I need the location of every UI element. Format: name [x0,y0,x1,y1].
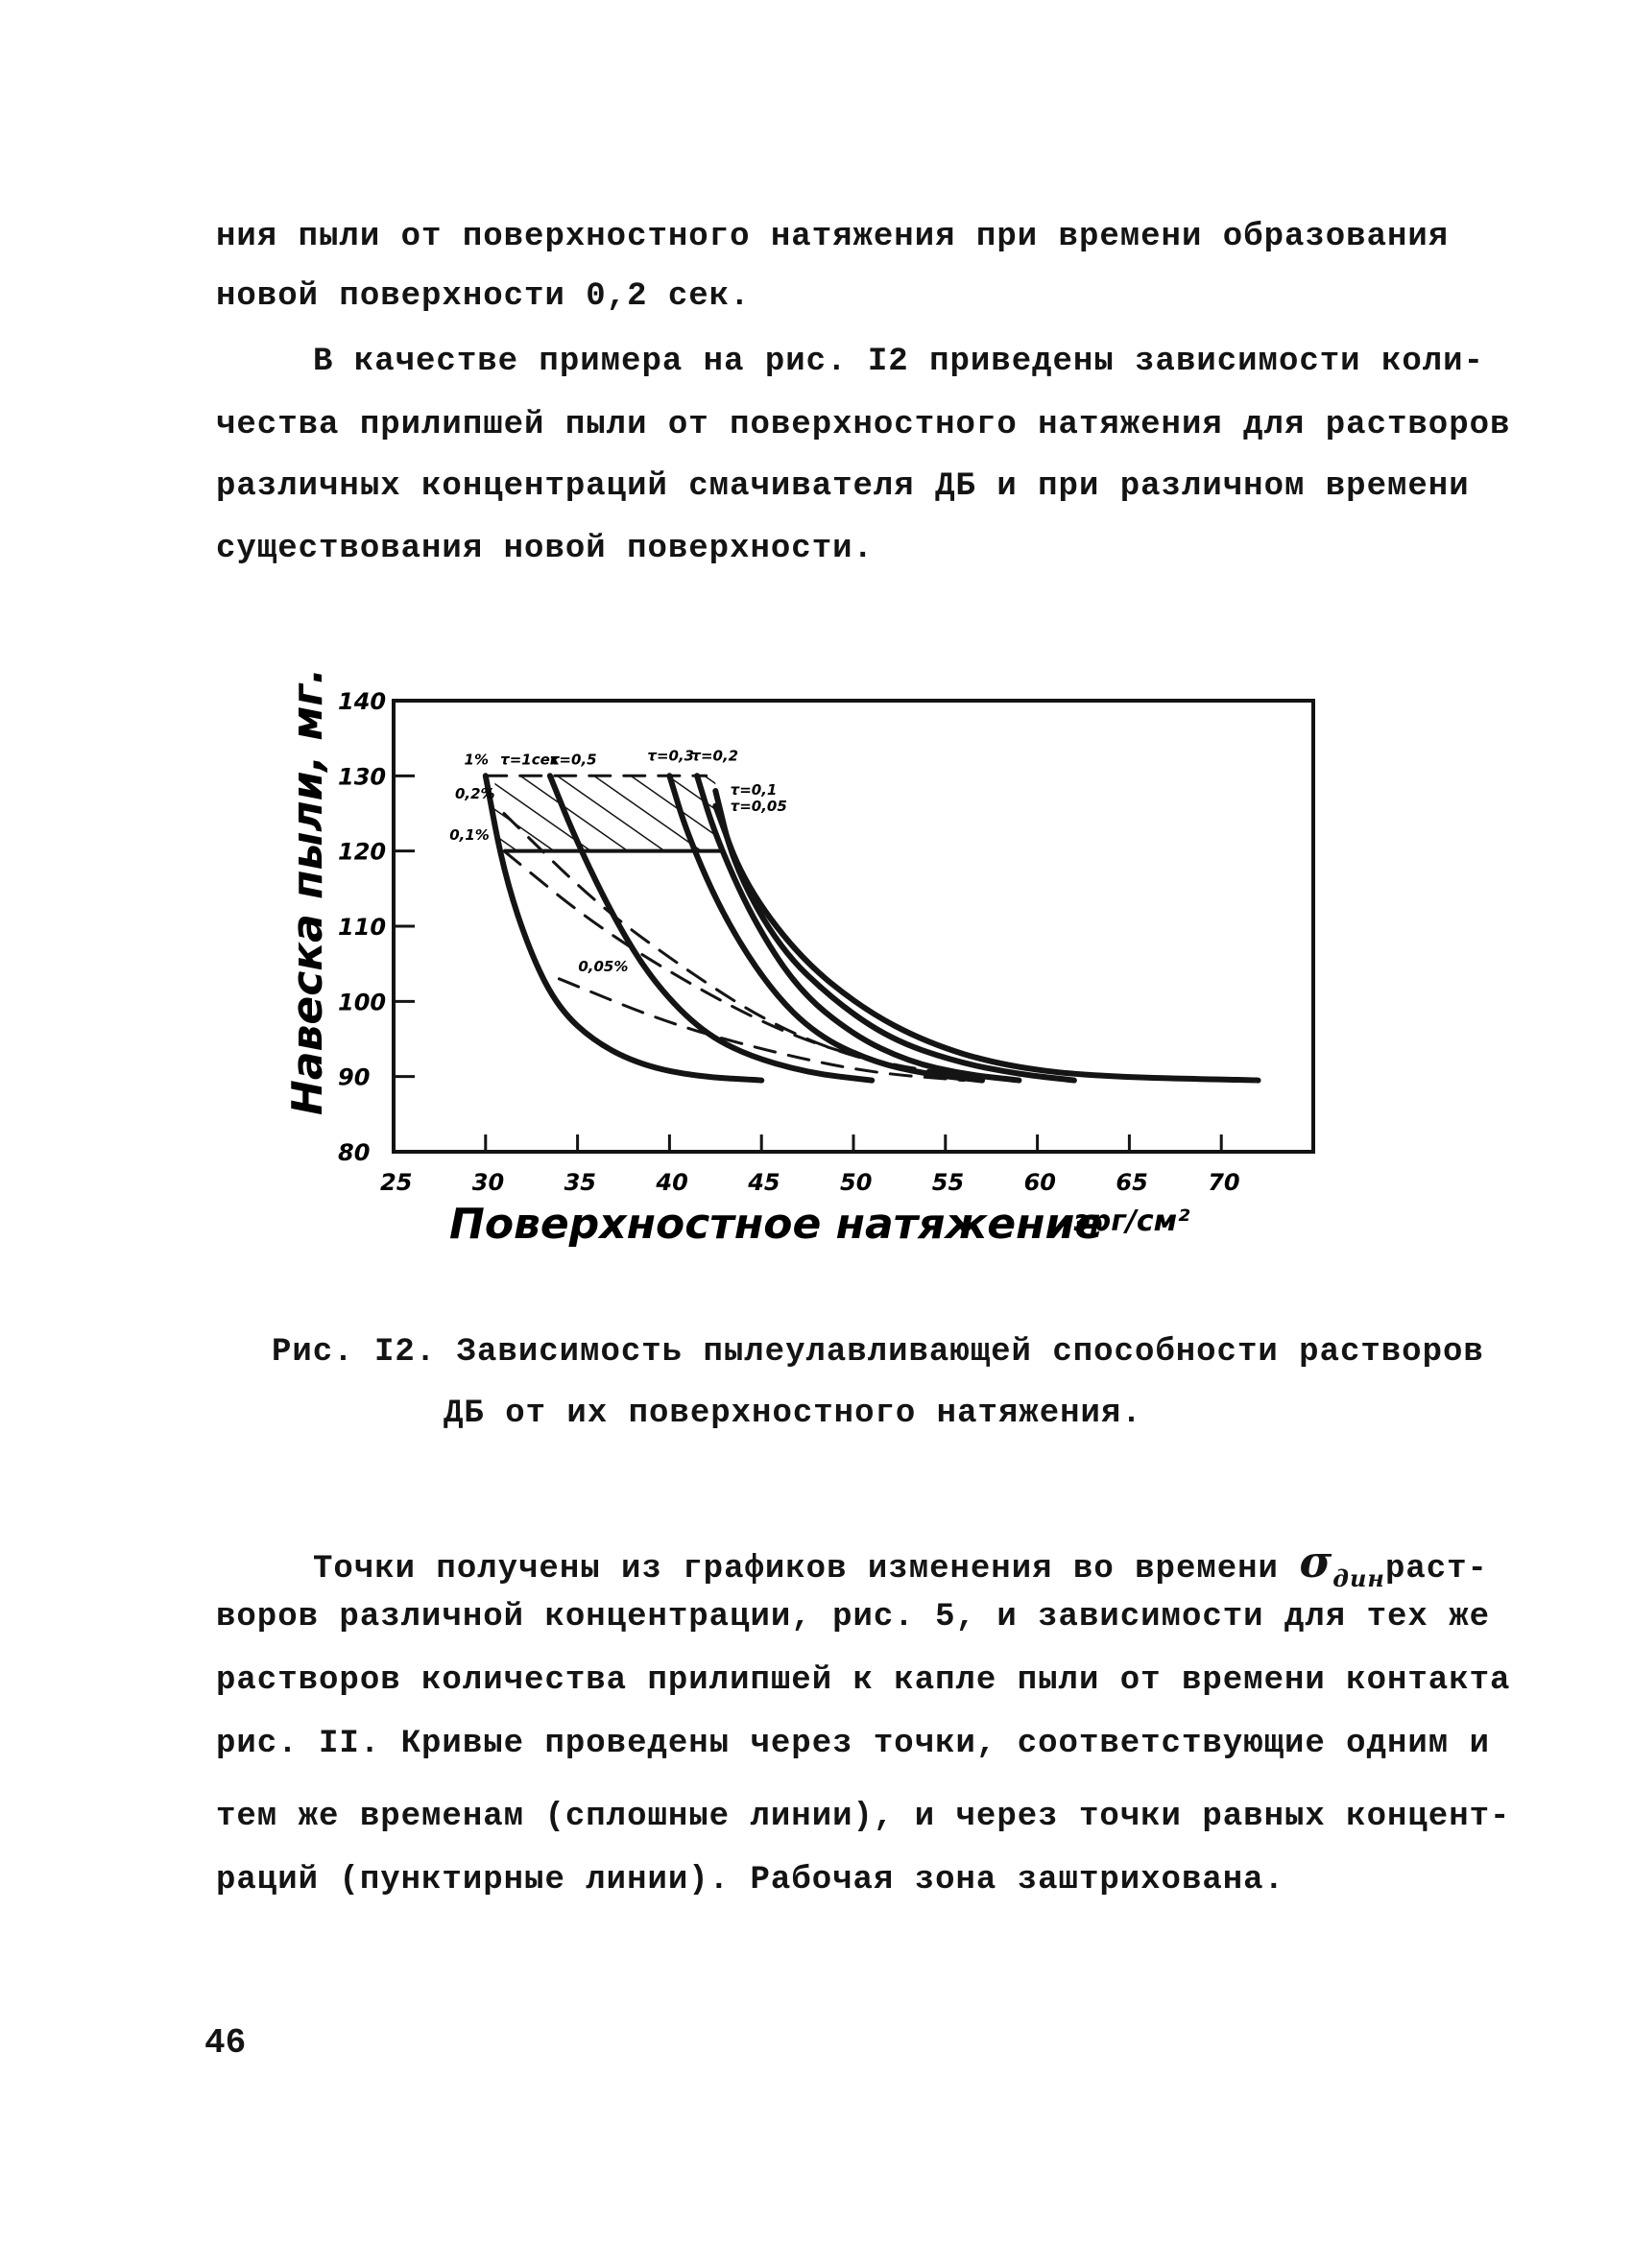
y-tick-label-4: 120 [338,838,387,866]
page-number: 46 [204,2023,247,2063]
y-tick-label-2: 100 [338,989,387,1016]
series-line-4 [715,791,1074,1081]
paragraph-3-line-3: растворов количества прилипшей к капле пыли от времени контакта [216,1662,1511,1699]
x-tick-label-4: 45 [748,1169,780,1196]
x-tick-label-7: 60 [1023,1169,1057,1196]
time-label-4: τ=0,1 [730,780,778,799]
sigma-subscript: дин [1332,1564,1385,1593]
paragraph-3-line-1 [313,1536,1488,1592]
series-line-2 [669,776,982,1080]
paragraph-1-line-1: ния пыли от поверхностного натяжения при времени образования [216,219,1450,255]
concentration-label-1: 0,2% [454,784,495,802]
series-line-3 [697,776,1019,1080]
x-tick-label-5: 50 [840,1169,873,1196]
x-tick-label-0: 25 [380,1169,413,1196]
sigma-symbol [1299,1536,1385,1593]
concentration-label-0: 1% [464,751,490,769]
x-axis-unit-label: эрг/см² [1073,1205,1190,1238]
time-label-3: τ=0,2 [691,747,739,765]
paragraph-3-line-2: воров различной концентрации, рис. 5, и зависимости для тех же [216,1599,1491,1635]
y-tick-label-0: 80 [338,1139,371,1166]
time-label-2: τ=0,3 [647,747,695,765]
paragraph-1-line-2: новой поверхности 0,2 сек. [216,278,751,315]
y-tick-label-6: 140 [338,688,387,715]
paragraph-3-line-1-text: Точки получены из графиков изменения во времени [313,1551,1279,1588]
time-label-1: τ=0,5 [549,751,597,769]
x-tick-label-3: 40 [656,1169,688,1196]
x-tick-label-2: 35 [564,1169,597,1196]
paragraph-3-line-1-end: раст- [1384,1551,1488,1588]
sigma-letter: σ [1299,1536,1333,1588]
y-tick-label-1: 90 [338,1063,371,1091]
paragraph-3-line-4: рис. II. Кривые проведены через точки, соответствующие одним и [216,1726,1491,1762]
x-tick-label-6: 55 [931,1169,965,1196]
figure-caption-line-2: ДБ от их поверхностного натяжения. [444,1396,1142,1432]
x-tick-label-8: 65 [1116,1169,1148,1196]
concentration-label-2: 0,1% [449,825,490,844]
y-tick-label-3: 110 [338,914,387,941]
series-line-5 [715,806,1258,1081]
paragraph-3-line-6: раций (пунктирные линии). Рабочая зона заштрихована. [216,1862,1284,1898]
paragraph-3-line-5: тем же временам (сплошные линии), и через точки равных концент- [216,1799,1511,1835]
y-axis-label: Навеска пыли, мг. [283,667,332,1115]
paragraph-2-line-3: различных концентраций смачивателя ДБ и при различном времени [216,468,1470,505]
x-tick-label-9: 70 [1208,1169,1240,1196]
x-axis-label: Поверхностное натяжение [449,1200,1104,1249]
paragraph-2-line-1: В качестве примера на рис. I2 приведены зависимости коли- [313,344,1484,380]
paragraph-2-line-4: существования новой поверхности. [216,531,874,567]
time-label-5: τ=0,05 [730,798,787,816]
paragraph-2-line-2: чества прилипшей пыли от поверхностного натяжения для растворов [216,407,1511,443]
figure-caption-line-1: Рис. I2. Зависимость пылеулавливающей способности растворов [272,1334,1484,1371]
time-label-0: τ=1сек [500,751,560,769]
concentration-label-3: 0,05% [578,958,629,975]
x-tick-label-1: 30 [471,1169,505,1196]
y-tick-label-5: 130 [338,763,387,791]
